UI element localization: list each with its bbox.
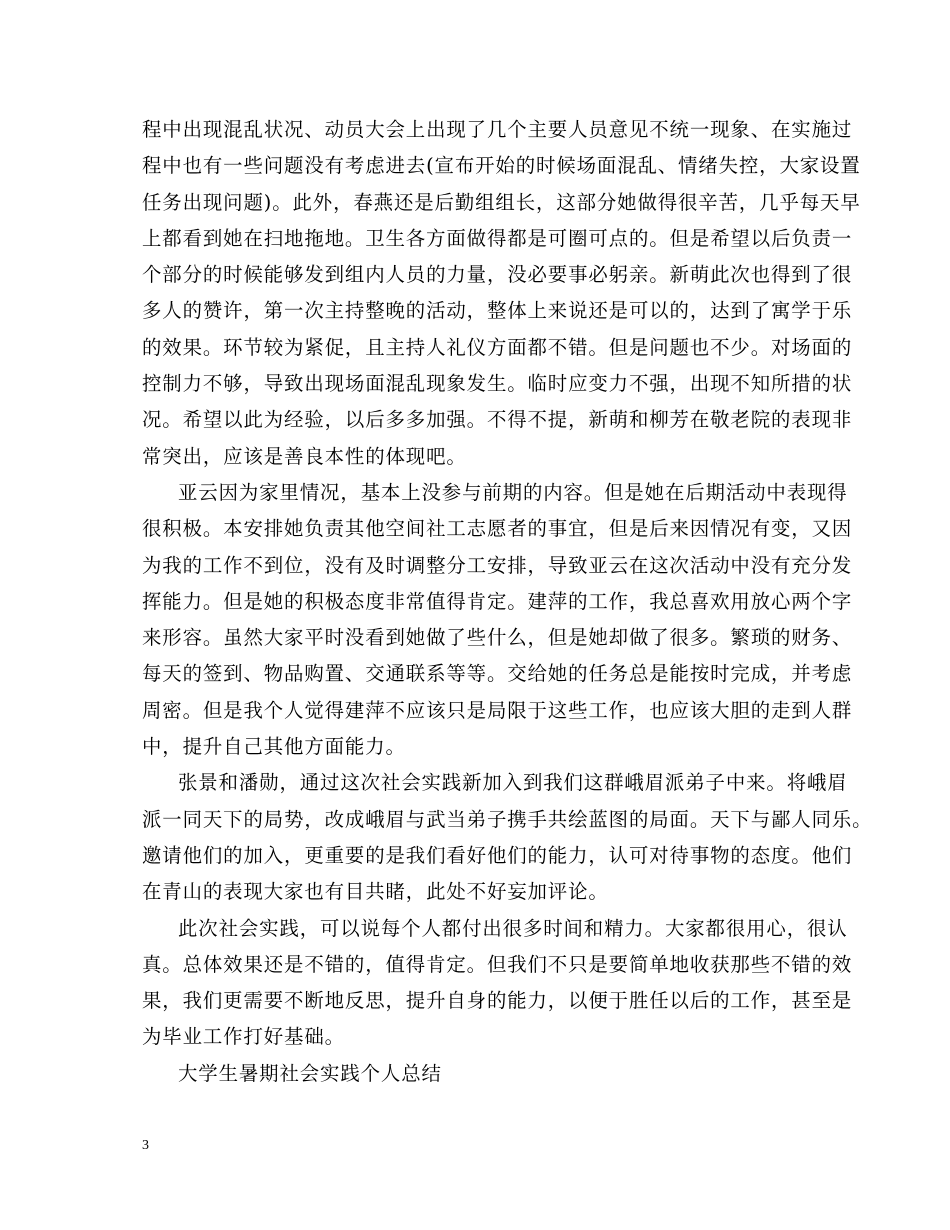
text-line: 果，我们更需要不断地反思，提升自身的能力，以便于胜任以后的工作，甚至是	[142, 989, 853, 1013]
text-line: 挥能力。但是她的积极态度非常值得肯定。建萍的工作，我总喜欢用放心两个字	[142, 589, 853, 613]
text-line: 上都看到她在扫地拖地。卫生各方面做得都是可圈可点的。但是希望以后负责一	[142, 226, 853, 250]
text-line: 的效果。环节较为紧促，且主持人礼仪方面都不错。但是问题也不少。对场面的	[142, 335, 853, 359]
text-line: 况。希望以此为经验，以后多多加强。不得不提，新萌和柳芳在敬老院的表现非	[142, 408, 853, 432]
text-line: 邀请他们的加入，更重要的是我们看好他们的能力，认可对待事物的态度。他们	[142, 843, 853, 867]
text-line: 常突出，应该是善良本性的体现吧。	[142, 444, 467, 468]
text-line: 任务出现问题)。此外，春燕还是后勤组组长，这部分她做得很辛苦，几乎每天早	[142, 190, 861, 214]
text-line: 很积极。本安排她负责其他空间社工志愿者的事宜，但是后来因情况有变，又因	[142, 517, 853, 541]
paragraph-start-line: 张景和潘勋，通过这次社会实践新加入到我们这群峨眉派弟子中来。将峨眉	[178, 771, 848, 795]
text-line: 来形容。虽然大家平时没看到她做了些什么，但是她却做了很多。繁琐的财务、	[142, 626, 853, 650]
text-line: 在青山的表现大家也有目共睹，此处不好妄加评论。	[142, 880, 609, 904]
text-line: 真。总体效果还是不错的，值得肯定。但我们不只是要简单地收获那些不错的效	[142, 952, 853, 976]
paragraph-start-line: 亚云因为家里情况，基本上没参与前期的内容。但是她在后期活动中表现得	[178, 480, 848, 504]
text-line: 个部分的时候能够发到组内人员的力量，没必要事必躬亲。新萌此次也得到了很	[142, 263, 853, 287]
text-line: 程中也有一些问题没有考虑进去(宣布开始的时候场面混乱、情绪失控，大家设置	[142, 154, 861, 178]
text-line: 多人的赞许，第一次主持整晚的活动，整体上来说还是可以的，达到了寓学于乐	[142, 299, 853, 323]
text-line: 周密。但是我个人觉得建萍不应该只是局限于这些工作，也应该大胆的走到人群	[142, 698, 853, 722]
text-line: 派一同天下的局势，改成峨眉与武当弟子携手共绘蓝图的局面。天下与鄙人同乐。	[142, 807, 873, 831]
text-line: 为我的工作不到位，没有及时调整分工安排，导致亚云在这次活动中没有充分发	[142, 553, 853, 577]
page-number: 3	[142, 1138, 149, 1153]
text-line: 中，提升自己其他方面能力。	[142, 735, 406, 759]
text-line: 每天的签到、物品购置、交通联系等等。交给她的任务总是能按时完成，并考虑	[142, 662, 853, 686]
section-heading: 大学生暑期社会实践个人总结	[178, 1061, 442, 1085]
document-body	[142, 112, 873, 1092]
paragraph-start-line: 此次社会实践，可以说每个人都付出很多时间和精力。大家都很用心，很认	[178, 916, 848, 940]
text-line: 控制力不够，导致出现场面混乱现象发生。临时应变力不强，出现不知所措的状	[142, 372, 853, 396]
text-line: 为毕业工作打好基础。	[142, 1025, 345, 1049]
text-line: 程中出现混乱状况、动员大会上出现了几个主要人员意见不统一现象、在实施过	[142, 118, 853, 141]
